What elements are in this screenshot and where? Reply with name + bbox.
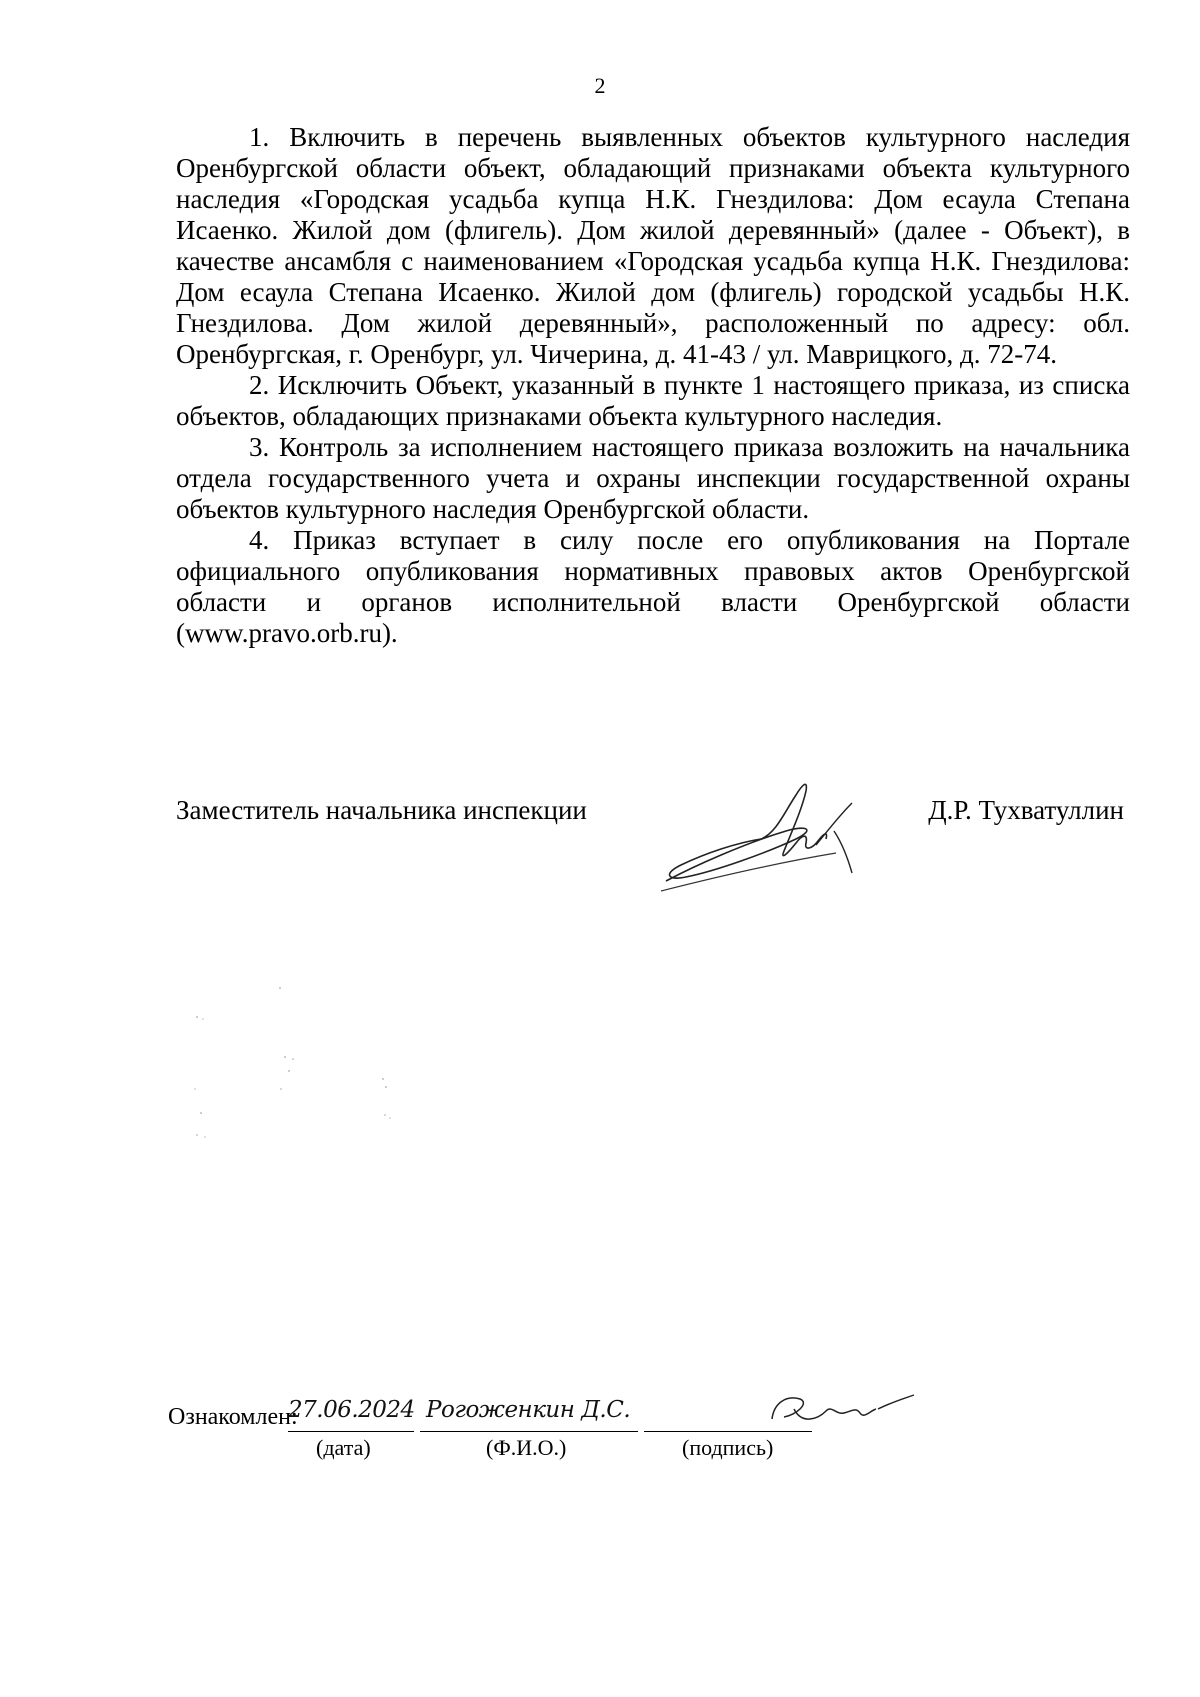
document-body [176,122,1130,649]
handwritten-name: Рогоженкин Д.С. [426,1397,631,1423]
date-caption: (дата) [316,1435,371,1460]
scan-noise-marks [185,985,425,1145]
handwritten-signature [656,773,886,898]
acknowledgement-label: Ознакомлен: [168,1404,298,1430]
signatory-name: Д.Р. Тухватуллин [928,795,1124,825]
paragraph-3: 3. Контроль за исполнением настоящего приказа возложить на начальника отдела государственного учета и охраны инспекции государственной охраны объектов культурного наследия Оренбургской области. [176,432,1130,524]
acknowledgement-signature [766,1389,916,1433]
paragraph-4: 4. Приказ вступает в силу после его опубликования на Портале официального опубликования нормативных правовых актов Оренбургской области и органов исполнительной власти Оренбургской области (www.pravo.orb.ru). [176,525,1130,648]
paragraph-2: 2. Исключить Объект, указанный в пункте 1 настоящего приказа, из списка объектов, обладающих признаками объекта культурного наследия. [176,370,1130,431]
signatory-title: Заместитель начальника инспекции [176,795,587,825]
signature-block [176,785,1130,905]
page-number: 2 [594,73,606,98]
date-underline [288,1431,414,1432]
name-caption: (Ф.И.О.) [486,1435,567,1460]
signature-caption: (подпись) [682,1435,774,1460]
acknowledgement-block [168,1395,928,1475]
handwritten-date: 27.06.2024 [288,1397,415,1423]
paragraph-1: 1. Включить в перечень выявленных объектов культурного наследия Оренбургской области объект, обладающий признаками объекта культурного наследия «Городская усадьба купца Н.К. Гнездилова: Дом есаула Степана Исаенко. Жилой дом (флигель). Дом жилой деревянный» (далее - Объект), в качестве ансамбля с наименованием «Городская усадьба купца Н.К. Гнездилова: Дом есаула Степана Исаенко. Жилой дом (флигель) городской усадьбы Н.К. Гнездилова. Дом жилой деревянный», расположенный по адресу: обл. Оренбургская, г. Оренбург, ул. Чичерина, д. 41-43 / ул. Маврицкого, д. 72-74. [176,122,1130,369]
name-underline [420,1431,638,1432]
